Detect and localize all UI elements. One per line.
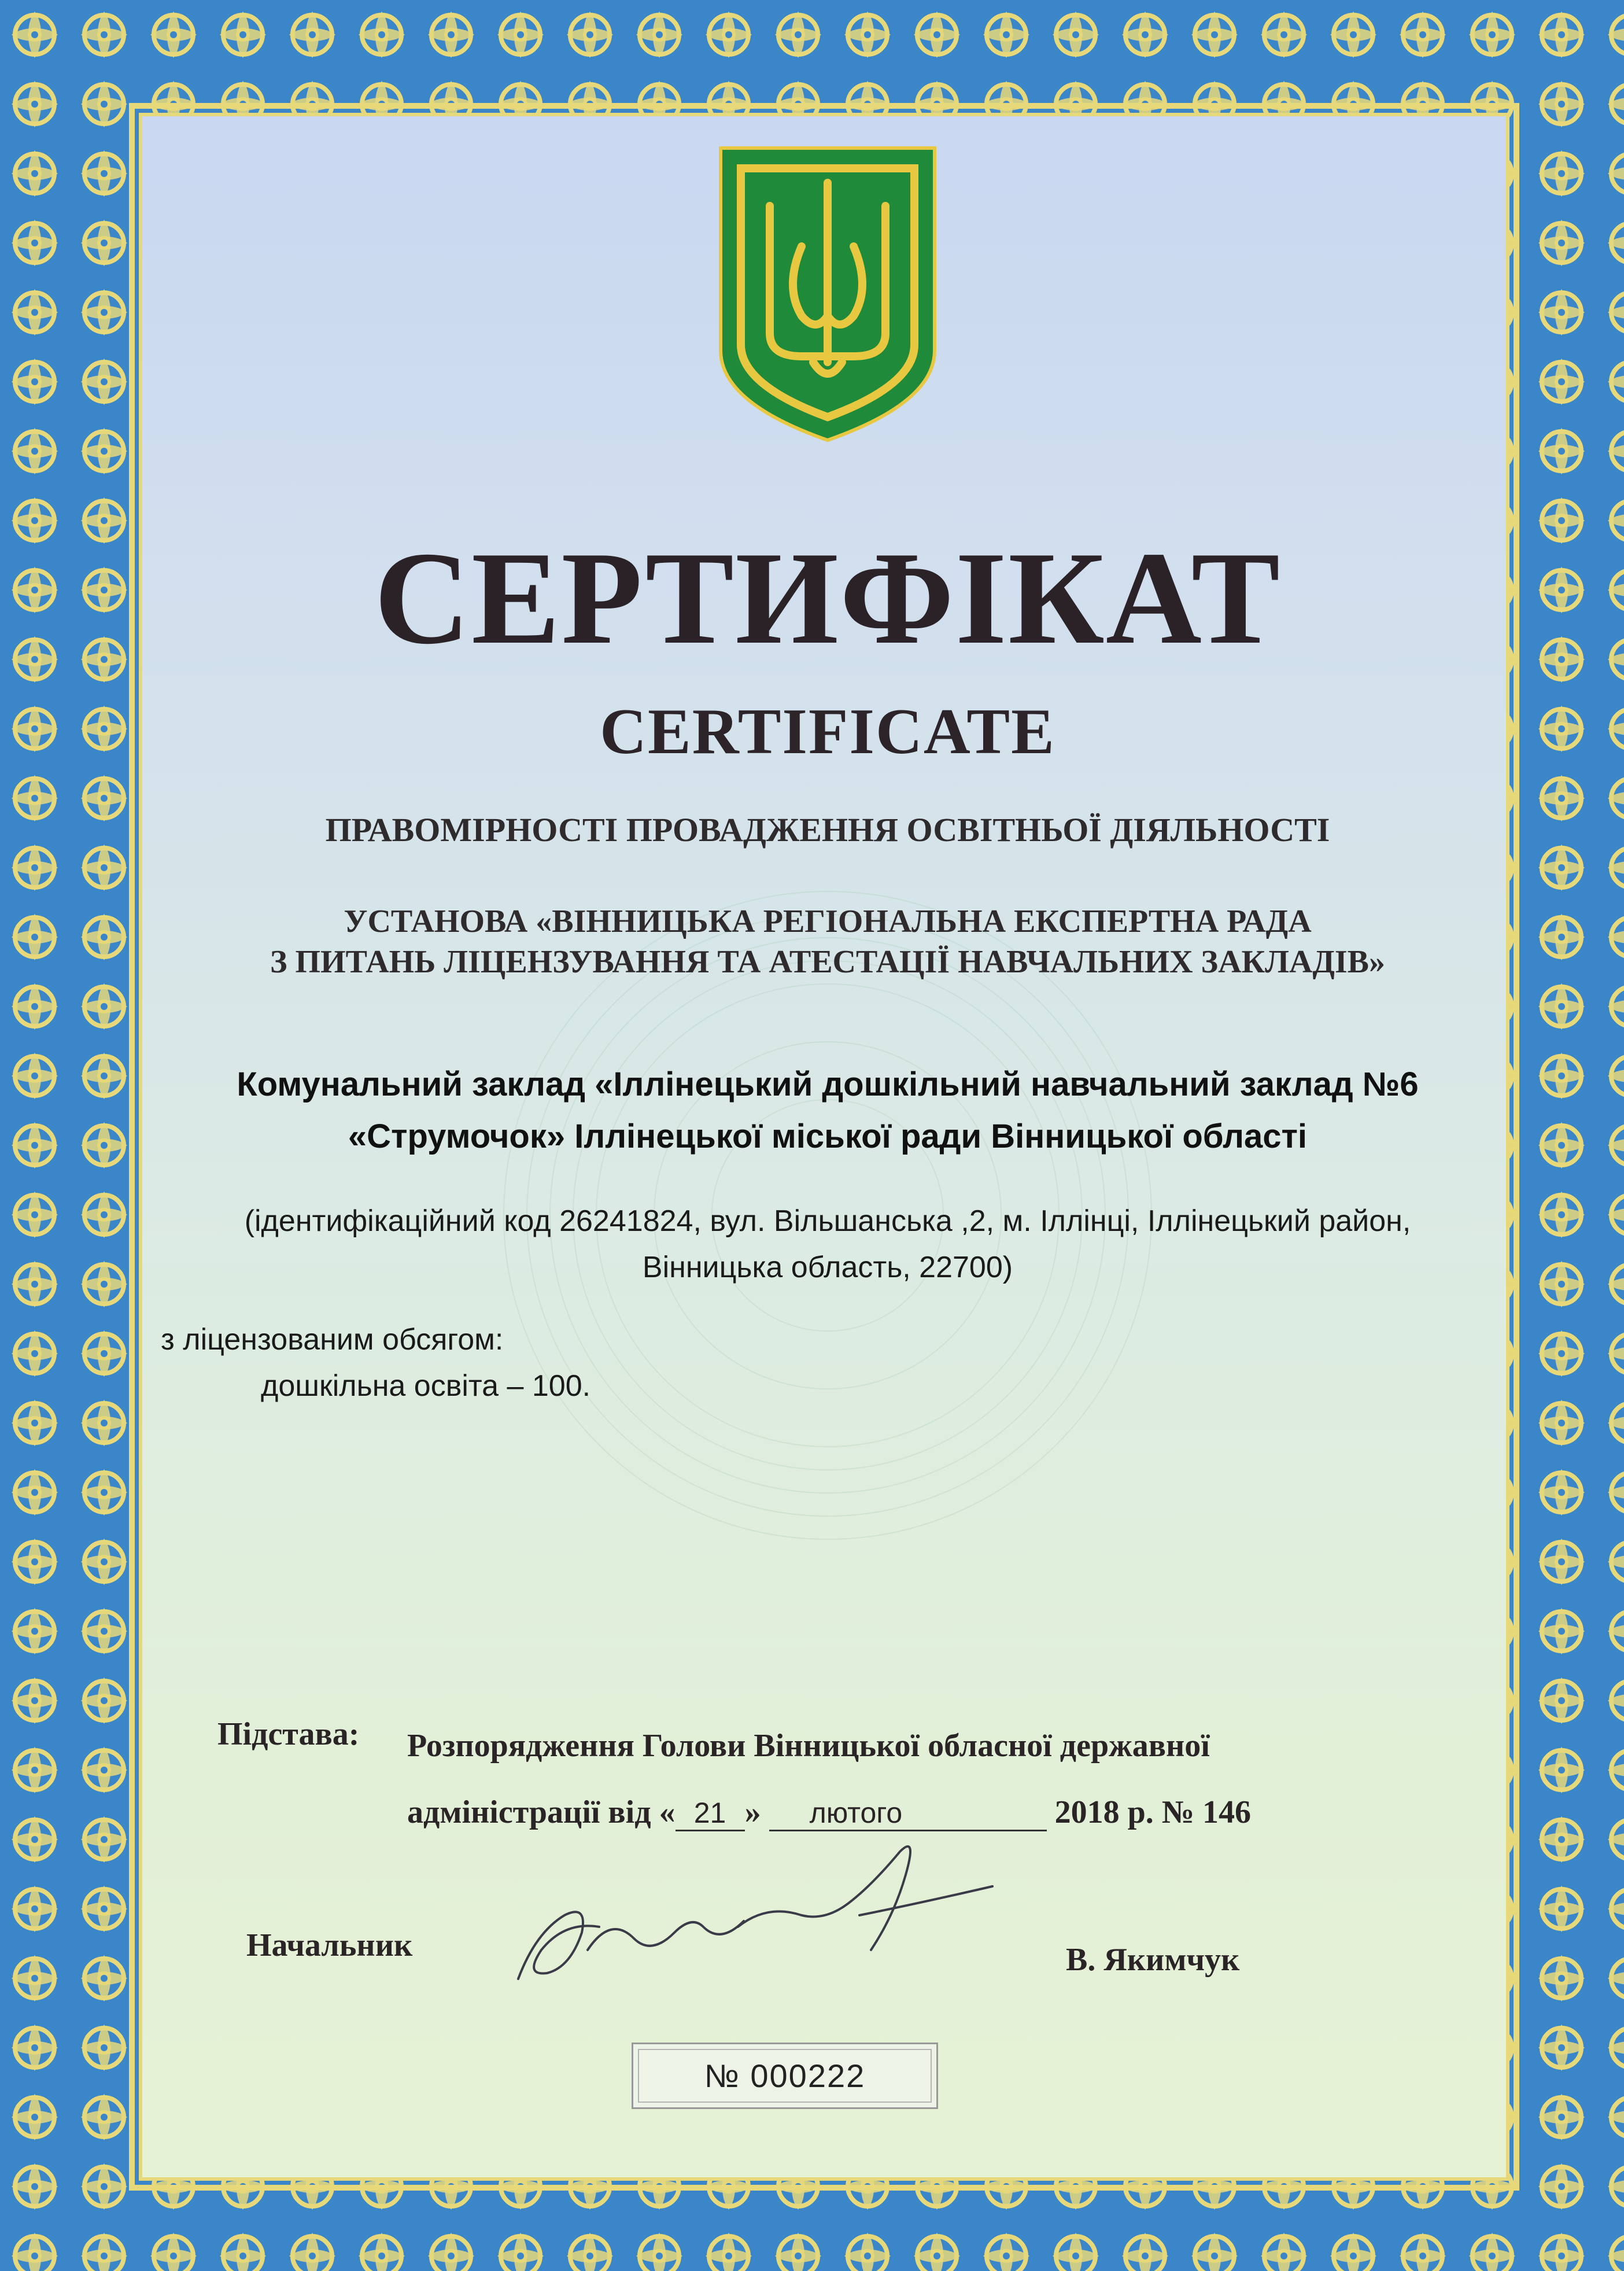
close-quote: » [744, 1794, 761, 1830]
basis-text-prefix: адміністрації від [407, 1794, 651, 1830]
organization-details-line-2: Вінницька область, 22700) [642, 1251, 1013, 1284]
basis-label: Підстава: [217, 1716, 360, 1752]
serial-number: № 000222 [704, 2058, 866, 2094]
certificate-subtitle: ПРАВОМІРНОСТІ ПРОВАДЖЕННЯ ОСВІТНЬОЇ ДІЯЛЬНОСТІ [325, 811, 1330, 849]
open-quote: « [659, 1794, 676, 1830]
basis-text-line-1: Розпорядження Голови Вінницької обласної державної [407, 1728, 1210, 1764]
organization-name-line-1: Комунальний заклад «Іллінецький дошкільний навчальний заклад №6 [237, 1066, 1419, 1103]
serial-number-box [632, 2043, 938, 2109]
certificate-sheet [139, 113, 1509, 2181]
signatory-position: Начальник [246, 1927, 413, 1963]
issuing-institution-line-2: З ПИТАНЬ ЛІЦЕНЗУВАННЯ ТА АТЕСТАЦІЇ НАВЧАЛЬНИХ ЗАКЛАДІВ» [270, 944, 1385, 980]
certificate-title-english: CERTIFICATE [600, 696, 1055, 768]
organization-name-line-2: «Струмочок» Іллінецької міської ради Вінницької області [348, 1118, 1308, 1155]
basis-day: 21 [676, 1796, 745, 1831]
signatory-name: В. Якимчук [1066, 1942, 1240, 1978]
certificate-title: СЕРТИФІКАТ [374, 524, 1282, 672]
issuing-institution-line-1: УСТАНОВА «ВІННИЦЬКА РЕГІОНАЛЬНА ЕКСПЕРТНА РАДА [344, 904, 1312, 939]
basis-month: лютого [769, 1796, 1047, 1831]
basis-year-number: 2018 р. № 146 [1054, 1794, 1251, 1830]
organization-details-line-1: (ідентифікаційний код 26241824, вул. Вільшанська ,2, м. Іллінці, Іллінецький район, [244, 1204, 1411, 1238]
handwritten-signature-icon [501, 1817, 1079, 1990]
licensed-volume-label: з ліцензованим обсягом: [161, 1323, 504, 1356]
coat-of-arms-icon [715, 142, 940, 443]
licensed-volume-item: дошкільна освіта – 100. [261, 1369, 591, 1403]
